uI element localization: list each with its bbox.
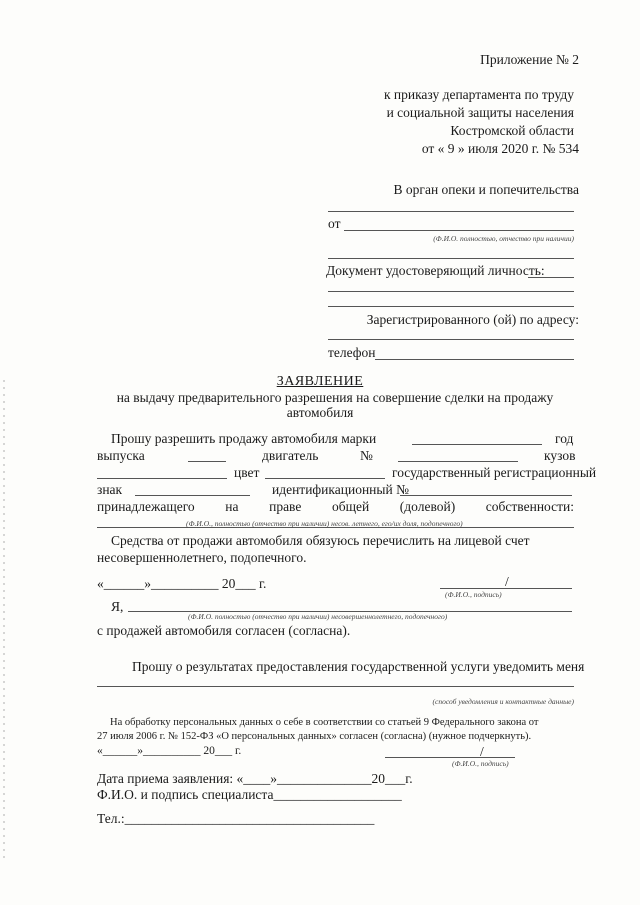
notify-method-field[interactable] xyxy=(97,686,574,687)
body-line-2-body: кузов xyxy=(544,448,576,463)
consent-hint: (Ф.И.О. полностью (отчество при наличии) несовершеннолетнего, подопечного) xyxy=(188,612,448,621)
body-line-1-text: Прошу разрешить продажу автомобиля марки xyxy=(111,431,377,446)
reception-phone-line[interactable]: Тел.:_____________________________________ xyxy=(97,811,375,826)
personal-data-signature-field[interactable] xyxy=(385,757,515,758)
from-label: от xyxy=(328,216,341,231)
body-line-2-issue: выпуска xyxy=(97,448,145,463)
body-number-field[interactable] xyxy=(97,478,227,479)
document-title: ЗАЯВЛЕНИЕ xyxy=(276,374,364,389)
order-line-4: от « 9 » июля 2020 г. № 534 xyxy=(421,141,579,156)
vin-field[interactable] xyxy=(400,495,572,496)
from-hint: (Ф.И.О. полностью, отчество при наличии) xyxy=(433,234,574,243)
id-document-field[interactable] xyxy=(528,277,574,278)
addressee-blank-line[interactable] xyxy=(328,211,574,212)
personal-data-line-2: 27 июля 2006 г. № 152-ФЗ «О персональных данных» согласен (согласна) (нужное подчеркнуть). xyxy=(97,731,532,742)
owners-hint: (Ф.И.О., полностью (отчество при наличии) несов. летнего, его/их доля, подопечного) xyxy=(186,519,463,528)
phone-field[interactable] xyxy=(375,359,574,360)
consent-i-label: Я, xyxy=(111,599,124,614)
appendix-number: Приложение № 2 xyxy=(480,52,579,67)
car-brand-field[interactable] xyxy=(412,444,542,445)
order-line-2: и социальной защиты населения xyxy=(386,105,574,120)
consent-agree-text: с продажей автомобиля согласен (согласна). xyxy=(97,623,351,638)
personal-data-hint: (Ф.И.О., подпись) xyxy=(452,759,509,768)
id-document-line-2[interactable] xyxy=(328,291,574,292)
id-document-line-3[interactable] xyxy=(328,306,574,307)
from-field[interactable] xyxy=(344,230,574,231)
body-line-2-number: № xyxy=(360,448,373,463)
sign1-date[interactable]: «______»__________ 20___ г. xyxy=(97,576,267,591)
body-line-2-engine: двигатель xyxy=(262,448,319,463)
body-line-5-ownership: принадлежащего на праве общей (долевой) собственности: xyxy=(97,499,574,514)
body-line-4-sign: знак xyxy=(97,482,123,497)
id-document-label: Документ удостоверяющий личность: xyxy=(326,263,545,278)
personal-data-date[interactable]: «______»__________ 20___ г. xyxy=(97,745,242,757)
phone-label: телефон xyxy=(328,345,376,360)
body-line-3-color: цвет xyxy=(234,465,260,480)
document-subtitle-line-2: автомобиля xyxy=(286,405,354,420)
color-field[interactable] xyxy=(265,478,385,479)
funds-line-2: несовершеннолетнего, подопечного. xyxy=(97,550,307,565)
registered-address-label: Зарегистрированного (ой) по адресу: xyxy=(366,312,579,327)
scan-edge-artifact xyxy=(3,380,5,860)
body-line-4-vin: идентификационный № xyxy=(272,482,409,497)
body-line-3-registration: государственный регистрационный xyxy=(392,465,597,480)
sign1-slash: / xyxy=(505,574,509,589)
sign1-hint: (Ф.И.О., подпись) xyxy=(445,590,502,599)
reception-date-line[interactable]: Дата приема заявления: «____»______________20___г. xyxy=(97,771,413,786)
personal-data-slash: / xyxy=(480,744,484,759)
document-subtitle-line-1: на выдачу предварительного разрешения на совершение сделки на продажу xyxy=(116,390,554,405)
addressee-to: В орган опеки и попечительства xyxy=(393,182,579,197)
funds-line-1: Средства от продажи автомобиля обязуюсь перечислить на лицевой счет xyxy=(111,533,530,548)
registration-sign-field[interactable] xyxy=(135,495,250,496)
personal-data-line-1: На обработку персональных данных о себе в соответствии со статьей 9 Федерального закона от xyxy=(110,717,539,728)
addressee-blank-line-2[interactable] xyxy=(328,258,574,259)
notify-text: Прошу о результатах предоставления государственной услуги уведомить меня xyxy=(132,659,585,674)
reception-specialist-line[interactable]: Ф.И.О. и подпись специалиста___________________ xyxy=(97,787,402,802)
address-field[interactable] xyxy=(328,339,574,340)
body-line-1-year: год xyxy=(555,431,574,446)
order-line-3: Костромской области xyxy=(450,123,574,138)
notify-hint: (способ уведомления и контактные данные) xyxy=(432,697,574,706)
year-field[interactable] xyxy=(188,461,226,462)
order-line-1: к приказу департамента по труду xyxy=(383,87,574,102)
engine-number-field[interactable] xyxy=(398,461,518,462)
